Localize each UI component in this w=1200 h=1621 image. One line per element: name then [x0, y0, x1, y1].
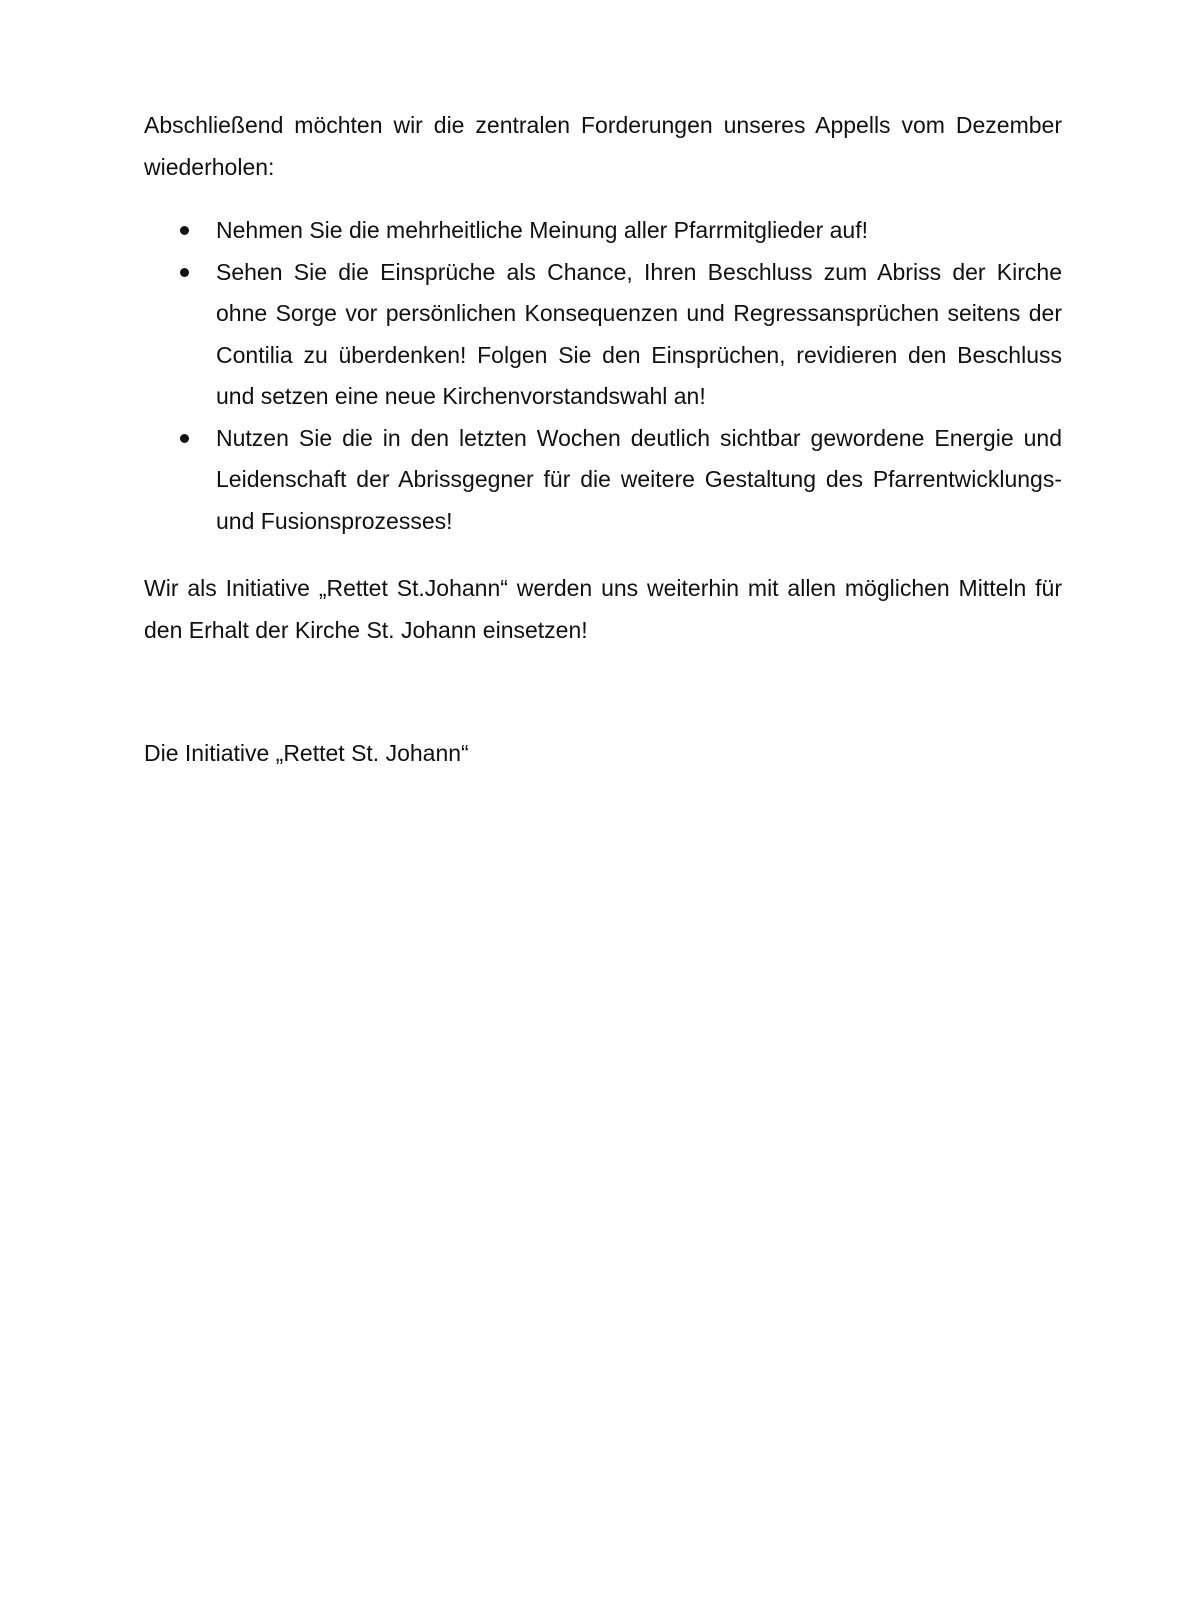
bullet-icon — [180, 268, 189, 277]
bullet-icon — [180, 226, 189, 235]
list-item — [144, 418, 1062, 543]
list-item-text: Nutzen Sie die in den letzten Wochen deutlich sichtbar gewordene Energie und Leidenschaft der Abrissgegner für die weitere Gestaltung des Pfarrentwicklungs- und Fusionsprozesses! — [216, 424, 1062, 534]
list-item — [144, 252, 1062, 418]
list-item — [144, 210, 1062, 252]
list-item-text: Nehmen Sie die mehrheitliche Meinung aller Pfarrmitglieder auf! — [216, 217, 868, 243]
signature-line: Die Initiative „Rettet St. Johann“ — [144, 740, 469, 766]
demands-list — [144, 210, 1062, 542]
closing-paragraph: Wir als Initiative „Rettet St.Johann“ werden uns weiterhin mit allen möglichen Mitteln für den Erhalt der Kirche St. Johann einsetzen! — [144, 575, 1062, 643]
list-item-text: Sehen Sie die Einsprüche als Chance, Ihren Beschluss zum Abriss der Kirche ohne Sorge vor persönlichen Konsequenzen und Regressansprüchen seitens der Contilia zu überdenken! Folgen Sie den Einsprüchen, revidieren den Beschluss und setzen eine neue Kirchenvorstandswahl an! — [216, 258, 1062, 409]
bullet-icon — [180, 434, 189, 443]
intro-paragraph: Abschließend möchten wir die zentralen Forderungen unseres Appells vom Dezember wiederholen: — [144, 112, 1062, 180]
